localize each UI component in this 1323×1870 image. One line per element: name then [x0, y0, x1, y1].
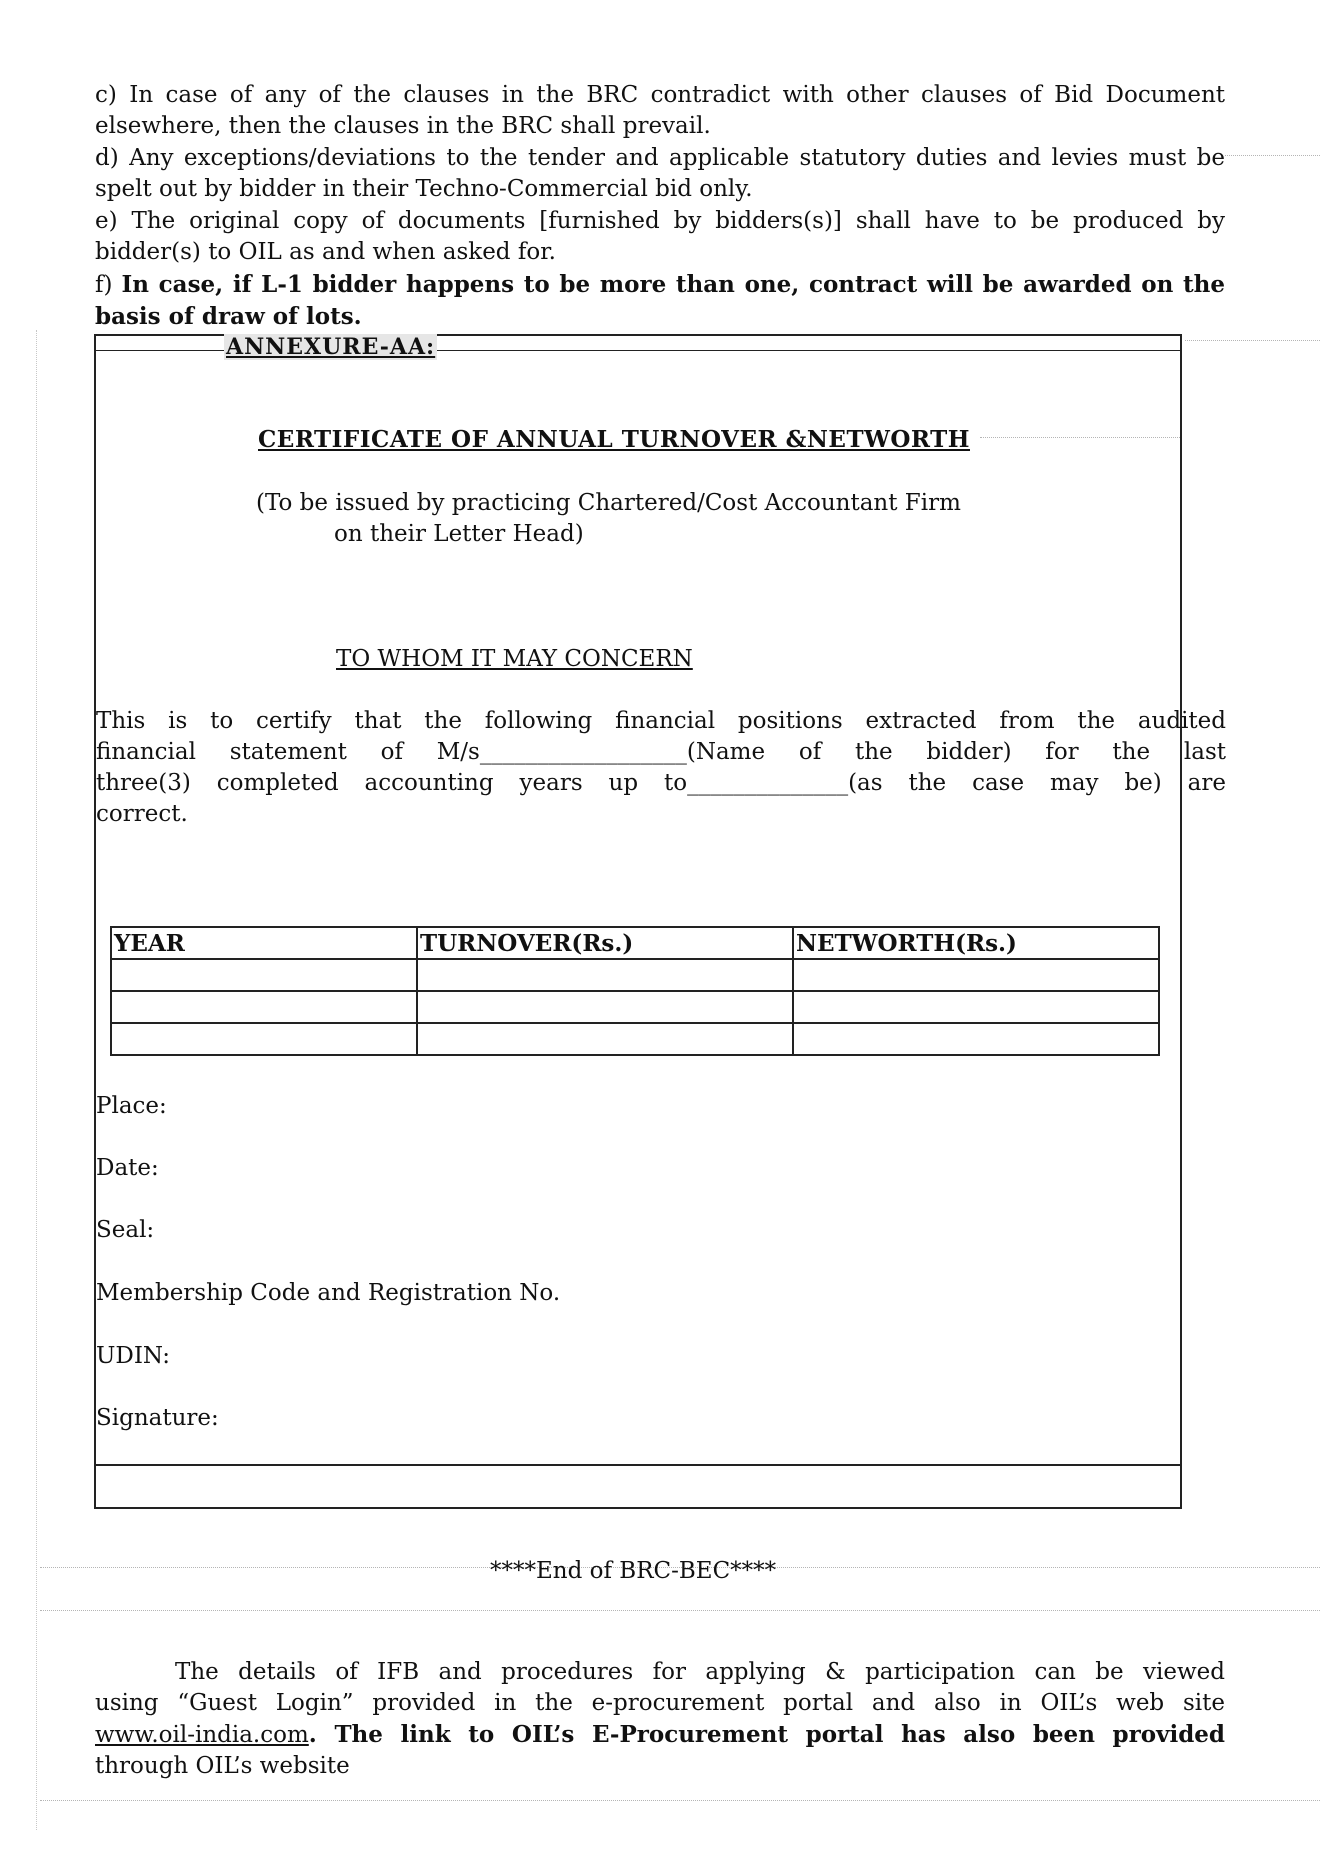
date-label: Date:	[96, 1155, 159, 1181]
margin-artifact-rule	[40, 1800, 1320, 1801]
annexure-bottom-rule	[96, 1464, 1180, 1466]
table-cell	[111, 991, 417, 1023]
website-link[interactable]: www.oil-india.com	[95, 1722, 309, 1748]
table-cell	[417, 991, 793, 1023]
certificate-title: CERTIFICATE OF ANNUAL TURNOVER &NETWORTH	[258, 426, 970, 453]
certificate-subtitle-line1: (To be issued by practicing Chartered/Cost Accountant Firm	[256, 490, 961, 516]
table-cell	[417, 959, 793, 991]
udin-label: UDIN:	[96, 1343, 170, 1369]
certificate-subtitle	[256, 488, 961, 550]
to-whom-heading: TO WHOM IT MAY CONCERN	[336, 646, 693, 672]
signature-label: Signature:	[96, 1405, 219, 1431]
certify-line: correct.	[96, 801, 188, 827]
closing-paragraph	[95, 1657, 1225, 1782]
financial-table	[110, 926, 1160, 1056]
table-cell	[417, 1023, 793, 1055]
place-label: Place:	[96, 1093, 167, 1119]
clause-d	[95, 143, 1225, 205]
clause-e	[95, 206, 1225, 268]
table-row	[111, 991, 1159, 1023]
column-header-year: YEAR	[111, 927, 417, 959]
clause-f	[95, 269, 1225, 333]
certify-line: This is to certify that the following financial positions extracted from the audited	[96, 708, 1226, 734]
closing-line-rest: . The link to OIL’s E-Procurement portal has also been provided	[308, 1721, 1225, 1748]
table-row	[111, 959, 1159, 991]
clause-f-prefix: f)	[95, 272, 113, 298]
clause-d-text: d) Any exceptions/deviations to the tender and applicable statutory duties and levies must be spelt out by bidder in their Techno-Commercial bid only.	[95, 145, 1225, 202]
margin-artifact-rule	[1225, 155, 1320, 156]
table-header-row	[111, 927, 1159, 959]
clause-f-text: In case, if L-1 bidder happens to be more than one, contract will be awarded on the basis of draw of lots.	[95, 271, 1226, 330]
table-cell	[793, 1023, 1159, 1055]
annexure-box	[94, 334, 1226, 1509]
clause-c-text: c) In case of any of the clauses in the BRC contradict with other clauses of Bid Document elsewhere, then the clauses in the BRC shall prevail.	[95, 82, 1225, 139]
certify-line: three(3) completed accounting years up to______________(as the case may be) are	[96, 770, 1226, 796]
table-cell	[111, 959, 417, 991]
table-cell	[793, 959, 1159, 991]
table-cell	[793, 991, 1159, 1023]
certify-paragraph	[96, 706, 1226, 830]
certificate-subtitle-line2: on their Letter Head)	[334, 521, 584, 547]
seal-label: Seal:	[96, 1217, 155, 1243]
annexure-heading: ANNEXURE-AA:	[226, 334, 436, 360]
table-row	[111, 1023, 1159, 1055]
clause-e-text: e) The original copy of documents [furnished by bidders(s)] shall have to be produced by bidder(s) to OIL as and when asked for.	[95, 208, 1225, 265]
table-cell	[111, 1023, 417, 1055]
left-margin-artifact	[36, 330, 93, 1830]
margin-artifact-rule	[1185, 340, 1320, 341]
clause-c	[95, 80, 1225, 142]
closing-line: The details of IFB and procedures for applying & participation can be viewed	[175, 1659, 1225, 1685]
column-header-networth: NETWORTH(Rs.)	[793, 927, 1159, 959]
closing-line-with-link	[95, 1719, 1225, 1751]
end-of-section-note: ****End of BRC-BEC****	[490, 1558, 777, 1584]
closing-line: using “Guest Login” provided in the e-procurement portal and also in OIL’s web site	[95, 1690, 1225, 1716]
margin-artifact-rule	[40, 1610, 1320, 1611]
membership-label: Membership Code and Registration No.	[96, 1280, 561, 1306]
closing-line: through OIL’s website	[95, 1753, 350, 1779]
certify-line: financial statement of M/s__________________(Name of the bidder) for the last	[96, 739, 1226, 765]
column-header-turnover: TURNOVER(Rs.)	[417, 927, 793, 959]
